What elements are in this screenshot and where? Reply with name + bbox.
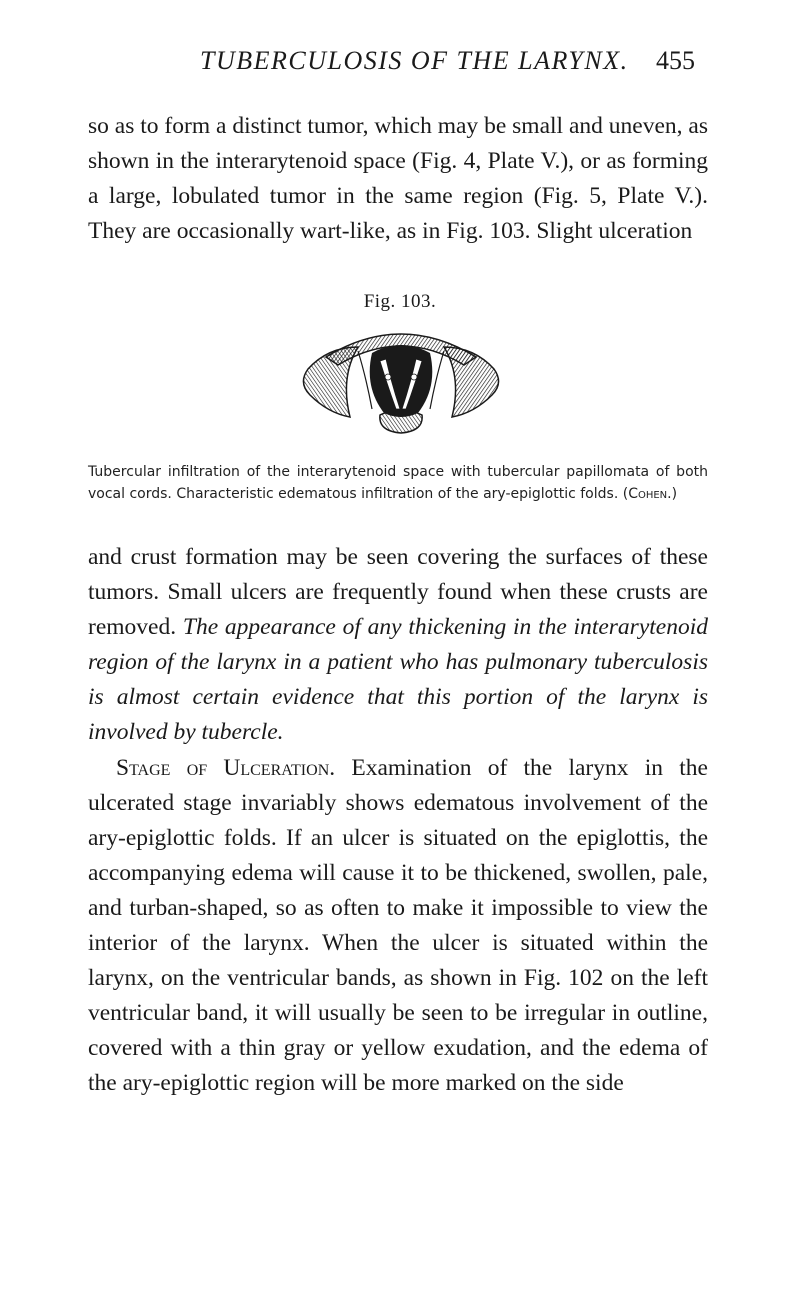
figure-caption-text: Tubercular infiltration of the interarytenoid space with tubercular papillomata of both vocal cords. Characteristic edematous infiltration of the ary-epiglottic folds. (	[88, 464, 708, 502]
figure-caption-author: Cohen	[628, 486, 668, 502]
paragraph-2	[88, 540, 708, 751]
larynx-illustration	[288, 317, 514, 437]
paragraph-2-italic: The appearance of any thickening in the interarytenoid region of the larynx in a patient who has pulmonary tuberculosis is almost certain evidence that this portion of the larynx is involved by tubercle.	[88, 614, 708, 746]
running-head: TUBERCULOSIS OF THE LARYNX.	[200, 46, 629, 75]
page-number: 455	[656, 46, 695, 75]
larynx-drawing	[288, 317, 514, 437]
paragraph-1-text: so as to form a distinct tumor, which may be small and uneven, as shown in the interarytenoid space (Fig. 4, Plate V.), or as forming a large, lobulated tumor in the same region (Fig. 5, Plate V.). They are occasionally wart-like, as in Fig. 103. Slight ulceration	[88, 113, 708, 245]
paragraph-2-text: and crust formation may be seen covering the surfaces of these tumors. Small ulcers are frequently found when these crusts are removed.	[88, 544, 708, 641]
paragraph-3	[88, 751, 708, 1102]
paragraph-3-text: Examination of the larynx in the ulcerated stage invariably shows edematous involvement of the ary-epiglottic folds. If an ulcer is situated on the epiglottis, the accompanying edema will cause it to be thickened, swollen, pale, and turban-shaped, so as often to make it impossible to view the interior of the larynx. When the ulcer is situated within the larynx, on the ventricular bands, as shown in Fig. 102 on the left ventricular band, it will usually be seen to be irregular in outline, covered with a thin gray or yellow exudation, and the edema of the ary-epiglottic region will be more marked on the side	[88, 754, 708, 1097]
figure-caption-end: .)	[667, 486, 678, 502]
main-text	[88, 540, 708, 1102]
section-heading: Stage of Ulceration.	[116, 754, 336, 781]
figure-label: Fig. 103.	[363, 291, 437, 312]
paragraph-1	[88, 109, 708, 249]
figure-caption	[88, 461, 708, 505]
